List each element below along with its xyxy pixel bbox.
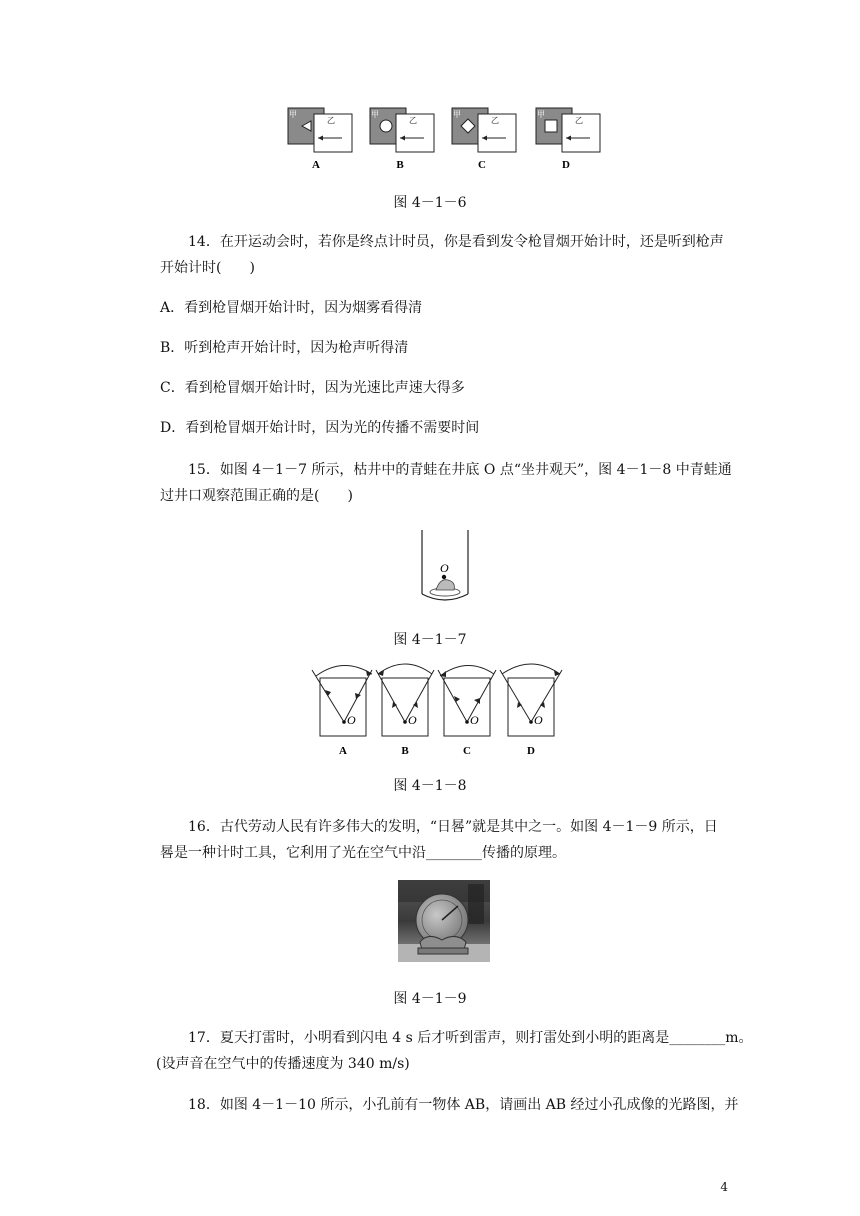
fig6-yi-c: 乙 [491,116,499,125]
fig6-jia-a: 甲 [289,110,297,119]
fig6-panel-a [288,108,352,152]
fig8-caption: 图 4－1－8 [393,778,467,794]
page-number: 4 [720,1180,728,1194]
fig8-label-a: A [339,745,347,757]
fig8-label-d: D [527,745,535,757]
fig9-caption: 图 4－1－9 [393,991,467,1007]
fig6-panel-b [370,108,434,152]
fig8-label-b: B [401,745,409,757]
q15-line1: 15．如图 4－1－7 所示，枯井中的青蛙在井底 O 点“坐井观天”，图 4－1－8 中青蛙通 [188,462,732,478]
q18-line1: 18．如图 4－1－10 所示，小孔前有一物体 AB，请画出 AB 经过小孔成像的光路图，并 [188,1097,739,1113]
q16-stem [160,814,718,866]
fig6-panel-c [452,108,516,152]
fig7-caption: 图 4－1－7 [393,632,467,648]
fig6-caption: 图 4－1－6 [393,195,467,211]
q17-line1: 17．夏天打雷时，小明看到闪电 4 s 后才听到雷声，则打雷处到小明的距离是________m。 [188,1030,753,1046]
fig6-yi-d: 乙 [575,116,583,125]
q14-line2: 开始计时( ) [160,260,255,276]
q14-option-d: D．看到枪冒烟开始计时，因为光的传播不需要时间 [160,420,480,436]
q14-line1: 14．在开运动会时，若你是终点计时员，你是看到发令枪冒烟开始计时，还是听到枪声 [188,234,724,250]
q14-stem [160,229,724,281]
figure-4-1-7 [410,528,480,608]
fig6-yi-b: 乙 [409,116,417,125]
fig6-yi-a: 乙 [327,116,335,125]
q14-option-c: C．看到枪冒烟开始计时，因为光速比声速大得多 [160,380,465,396]
q15-line2: 过井口观察范围正确的是( ) [160,488,353,504]
fig8-option-a [312,665,372,736]
fig8-point-o-c: O [470,713,479,727]
q17-line2: (设声音在空气中的传播速度为 340 m/s) [156,1056,410,1072]
fig8-option-c [438,665,496,736]
q16-line2: 晷是一种计时工具，它利用了光在空气中沿________传播的原理。 [160,845,566,861]
q15-stem [160,457,732,509]
figure-4-1-8 [310,662,580,762]
q14-option-a: A．看到枪冒烟开始计时，因为烟雾看得清 [160,300,423,316]
fig6-label-c: C [478,159,486,171]
fig8-label-c: C [463,745,471,757]
fig8-point-o-b: O [408,713,417,727]
fig6-label-b: B [396,159,404,171]
fig8-point-o-a: O [347,713,356,727]
fig7-point-o: O [440,561,449,575]
fig6-panel-d [536,108,600,152]
fig6-jia-d: 甲 [537,110,545,119]
fig6-label-a: A [312,159,320,171]
fig8-option-b [376,664,434,736]
q16-line1: 16．古代劳动人民有许多伟大的发明，“日晷”就是其中之一。如图 4－1－9 所示，日 [188,819,718,835]
fig6-label-d: D [562,159,570,171]
fig6-jia-b: 甲 [371,110,379,119]
figure-4-1-9-sundial-photo [398,880,490,962]
q18-stem [160,1092,739,1118]
fig8-option-d [500,664,562,736]
figure-4-1-6 [280,104,610,174]
q14-option-b: B．听到枪声开始计时，因为枪声听得清 [160,340,409,356]
fig6-jia-c: 甲 [453,110,461,119]
q17-stem [156,1025,753,1077]
fig8-point-o-d: O [534,713,543,727]
